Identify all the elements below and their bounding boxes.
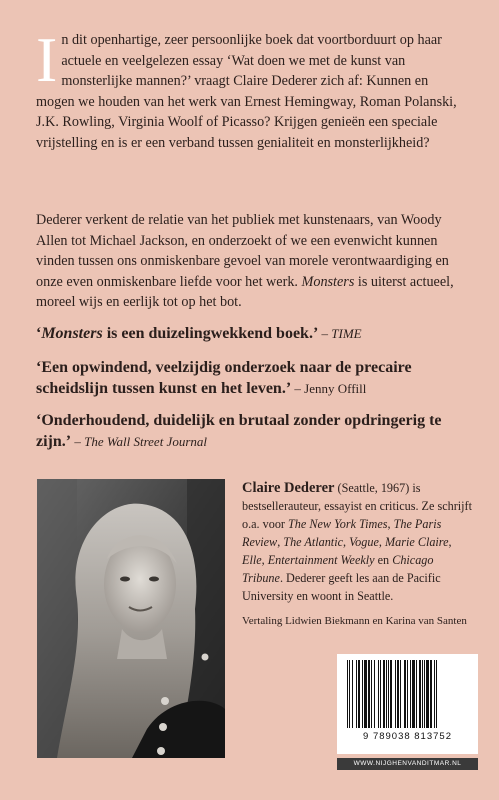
barcode-bar [395,660,396,728]
quote-text: ‘Onderhoudend, duidelijk en brutaal zonder opdringerig te zijn.’ [36,412,442,450]
drop-cap-letter: I [36,24,58,95]
barcode-bar [352,660,353,728]
intro-text: n dit openhartige, zeer persoonlijke boek dat voortborduurt op haar actuele en veelgelezen essay ‘Wat doen we met de kunst van monsterlijke mannen?’ vraagt Claire Dederer zich af: Kunnen en mogen we houden van het werk van Ernest Hemingway, Roman Polanski, J.K. Rowling, Virginia Woolf of Picasso? Krijgen genieën een speciale vrijstelling en is er een verband tussen genialiteit en monsterlijkheid? [36,32,457,151]
para2-title: Monsters [301,273,355,290]
barcode-bar [362,660,363,728]
translator-credit: Vertaling Lidwien Biekmann en Karina van Santen [242,615,467,627]
author-portrait-illustration [37,479,225,758]
barcode [337,654,478,754]
barcode-bar [404,660,406,728]
barcode-bar [390,660,392,728]
author-bio: Claire Dederer (Seattle, 1967) is bestsellerauteur, essayist en criticus. Ze schrijft o.a. voor The New York Times, The Paris Review, The Atlantic, Vogue, Marie Claire, Elle, Entertainment Weekly en Chicago Tribune. Dederer geeft les aan de Pacific University en woont in Seattle. [242,480,472,603]
barcode-bar [407,660,408,728]
barcode-bar [371,660,372,728]
barcode-bar [374,660,375,728]
barcode-bar [400,660,401,728]
quote-source: The Wall Street Journal [84,434,207,449]
barcode-bar [410,660,411,728]
barcode-bar [424,660,425,728]
barcode-bar [383,660,385,728]
barcode-bar [422,660,423,728]
barcode-bar [416,660,417,728]
barcode-bar [397,660,399,728]
para2-text-after: is uiterst actueel, moreel wijs en eerlijk tot op het bot. [36,273,454,311]
para2-text: Dederer verkent de relatie van het publiek met kunstenaars, van Woody Allen tot Michael Jackson, en onderzoekt of we een evenwicht kunnen vinden tussen ons onmiskenbare gevoel van morele verontwaardiging en onze even onmiskenbare liefde voor het werk. [36,212,449,290]
barcode-bar [364,660,367,728]
barcode-bar [378,660,379,728]
barcode-bar [386,660,387,728]
quote-wall-street-journal: ‘Onderhoudend, duidelijk en brutaal zonder opdringerig te zijn.’ – The Wall Street Journal [36,412,442,450]
quote-jenny-offill: ‘Een opwindend, veelzijdig onderzoek naar de precaire scheidslijn tussen kunst en het leven.’ – Jenny Offill [36,359,412,397]
barcode-bar [426,660,429,728]
quote-text: is een duizelingwekkend boek.’ [102,325,319,342]
quote-source: Jenny Offill [304,381,367,396]
quote-time: ‘Monsters is een duizelingwekkend boek.’ – TIME [36,325,362,342]
second-paragraph [36,210,470,313]
barcode-bar [419,660,421,728]
barcode-bar [412,660,415,728]
isbn-digits: 9 789038 813752 [363,731,452,742]
barcode-bar [388,660,389,728]
barcode-bar [349,660,350,728]
author-photo [37,479,225,758]
barcode-bars [337,654,478,732]
barcode-bar [356,660,357,728]
barcode-bar [358,660,360,728]
barcode-bar [368,660,370,728]
publisher-url: WWW.NIJGHENVANDITMAR.NL [337,758,478,770]
quote-text: ‘Een opwindend, veelzijdig onderzoek naar de precaire scheidslijn tussen kunst en het leven.’ [36,359,412,397]
barcode-bar [430,660,432,728]
quote-title: Monsters [41,325,103,342]
barcode-bar [434,660,435,728]
barcode-bar [436,660,437,728]
barcode-bar [347,660,348,728]
barcode-bar [380,660,381,728]
intro-paragraph [36,24,470,154]
quote-source: TIME [331,326,362,341]
author-name: Claire Dederer [242,480,335,496]
